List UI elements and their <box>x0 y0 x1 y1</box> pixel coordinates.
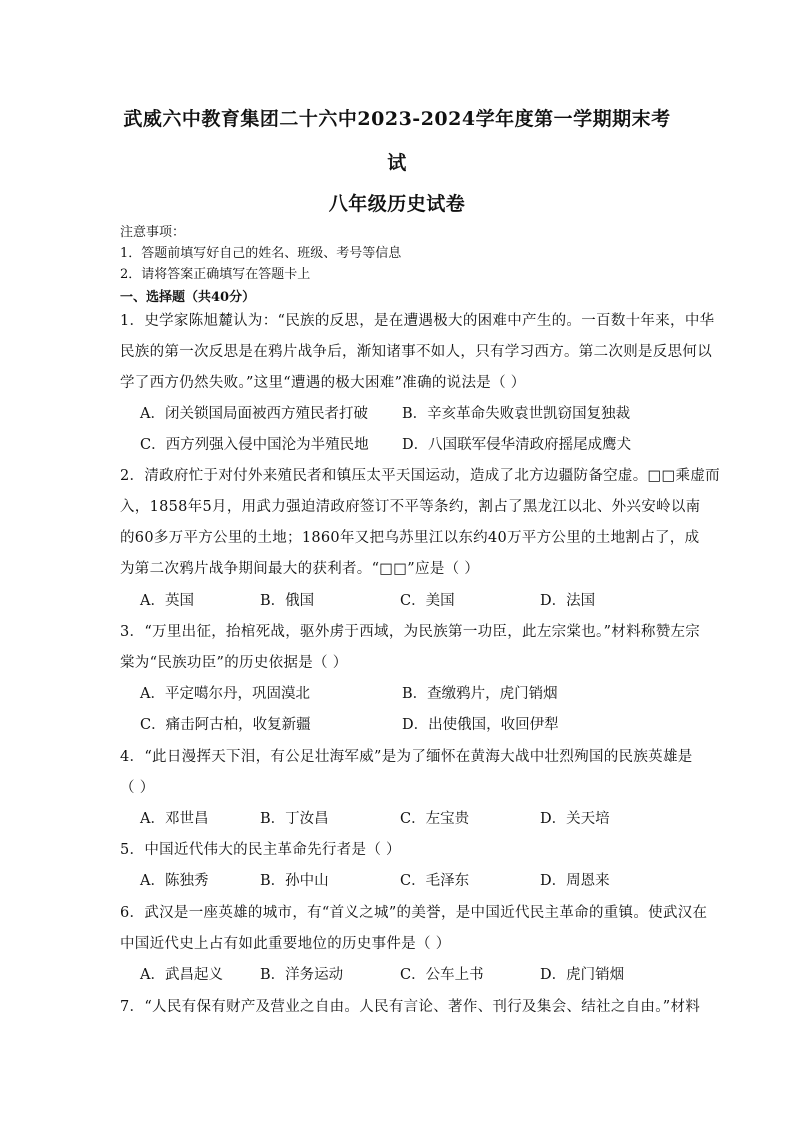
question-6-option-b[interactable]: B．洋务运动 <box>260 967 344 983</box>
question-2-option-a[interactable]: A．英国 <box>140 593 194 609</box>
question-6-line-1: 6．武汉是一座英雄的城市，有“首义之城”的美誉，是中国近代民主革命的重镇。使武汉在 <box>120 905 708 921</box>
question-1-option-c[interactable]: C．西方列强入侵中国沦为半殖民地 <box>140 437 369 453</box>
question-2-option-d[interactable]: D．法国 <box>540 593 596 609</box>
question-2-line-2: 入，1858年5月，用武力强迫清政府签订不平等条约，割占了黑龙江以北、外兴安岭以南 <box>120 499 701 515</box>
question-2-line-1: 2．清政府忙于对付外来殖民者和镇压太平天国运动，造成了北方边疆防备空虚。□□乘虚而 <box>120 468 720 484</box>
question-5-line-1: 5．中国近代伟大的民主革命先行者是（ ） <box>120 842 401 858</box>
question-3-line-2: 棠为“民族功臣”的历史依据是（ ） <box>120 655 348 671</box>
notice-heading: 注意事项： <box>120 225 186 240</box>
question-1-line-2: 民族的第一次反思是在鸦片战争后，渐知诸事不如人，只有学习西方。第二次则是反思何以 <box>120 344 712 360</box>
question-1-option-a[interactable]: A．闭关锁国局面被西方殖民者打破 <box>140 406 368 422</box>
question-4-line-1: 4．“此日漫挥天下泪，有公足壮海军威”是为了缅怀在黄海大战中壮烈殉国的民族英雄是 <box>120 749 693 765</box>
question-1-line-3: 学了西方仍然失败。”这里“遭遇的极大困难”准确的说法是（ ） <box>120 375 526 391</box>
question-2-option-b[interactable]: B．俄国 <box>260 593 315 609</box>
question-4-option-b[interactable]: B．丁汝昌 <box>260 811 329 827</box>
question-1-option-b[interactable]: B．辛亥革命失败袁世凯窃国复独裁 <box>402 406 631 422</box>
question-2-line-4: 为第二次鸦片战争期间最大的获利者。“□□”应是（ ） <box>120 561 480 577</box>
question-3-option-b[interactable]: B．查缴鸦片，虎门销烟 <box>402 686 558 702</box>
question-4-option-c[interactable]: C．左宝贵 <box>400 811 470 827</box>
exam-title-line2: 试 <box>387 152 407 174</box>
question-5-option-d[interactable]: D．周恩来 <box>540 873 610 889</box>
notice-item-1: 1．答题前填写好自己的姓名、班级、考号等信息 <box>120 246 402 261</box>
question-1-line-1: 1．史学家陈旭麓认为：“民族的反思，是在遭遇极大的困难中产生的。一百数十年来，中华 <box>120 313 715 329</box>
question-5-option-b[interactable]: B．孙中山 <box>260 873 329 889</box>
question-3-option-a[interactable]: A．平定噶尔丹，巩固漠北 <box>140 686 310 702</box>
question-6-line-2: 中国近代史上占有如此重要地位的历史事件是（ ） <box>120 936 451 952</box>
question-6-option-c[interactable]: C．公车上书 <box>400 967 484 983</box>
question-7-line-1: 7．“人民有保有财产及营业之自由。人民有言论、著作、刊行及集会、结社之自由。”材料 <box>120 999 701 1015</box>
question-4-option-d[interactable]: D．关天培 <box>540 811 610 827</box>
question-4-line-2: （ ） <box>120 780 155 796</box>
exam-subtitle: 八年级历史试卷 <box>328 193 466 215</box>
question-1-option-d[interactable]: D．八国联军侵华清政府摇尾成鹰犬 <box>402 437 632 453</box>
question-3-line-1: 3．“万里出征，抬棺死战，驱外虏于西域，为民族第一功臣，此左宗棠也。”材料称赞左宗 <box>120 624 701 640</box>
question-2-line-3: 的60多万平方公里的土地；1860年又把乌苏里江以东约40万平方公里的土地割占了，成 <box>120 530 700 546</box>
question-5-option-c[interactable]: C．毛泽东 <box>400 873 470 889</box>
question-6-option-d[interactable]: D．虎门销烟 <box>540 967 625 983</box>
question-3-option-d[interactable]: D．出使俄国，收回伊犁 <box>402 717 559 733</box>
section-title: 一、选择题（共40分） <box>120 290 256 305</box>
question-6-option-a[interactable]: A．武昌起义 <box>140 967 223 983</box>
question-3-option-c[interactable]: C．痛击阿古柏，收复新疆 <box>140 717 311 733</box>
notice-item-2: 2．请将答案正确填写在答题卡上 <box>120 267 311 282</box>
question-2-option-c[interactable]: C．美国 <box>400 593 455 609</box>
question-5-option-a[interactable]: A．陈独秀 <box>140 873 209 889</box>
question-4-option-a[interactable]: A．邓世昌 <box>140 811 209 827</box>
exam-title-line1: 武威六中教育集团二十六中2023-2024学年度第一学期期末考 <box>123 108 671 130</box>
